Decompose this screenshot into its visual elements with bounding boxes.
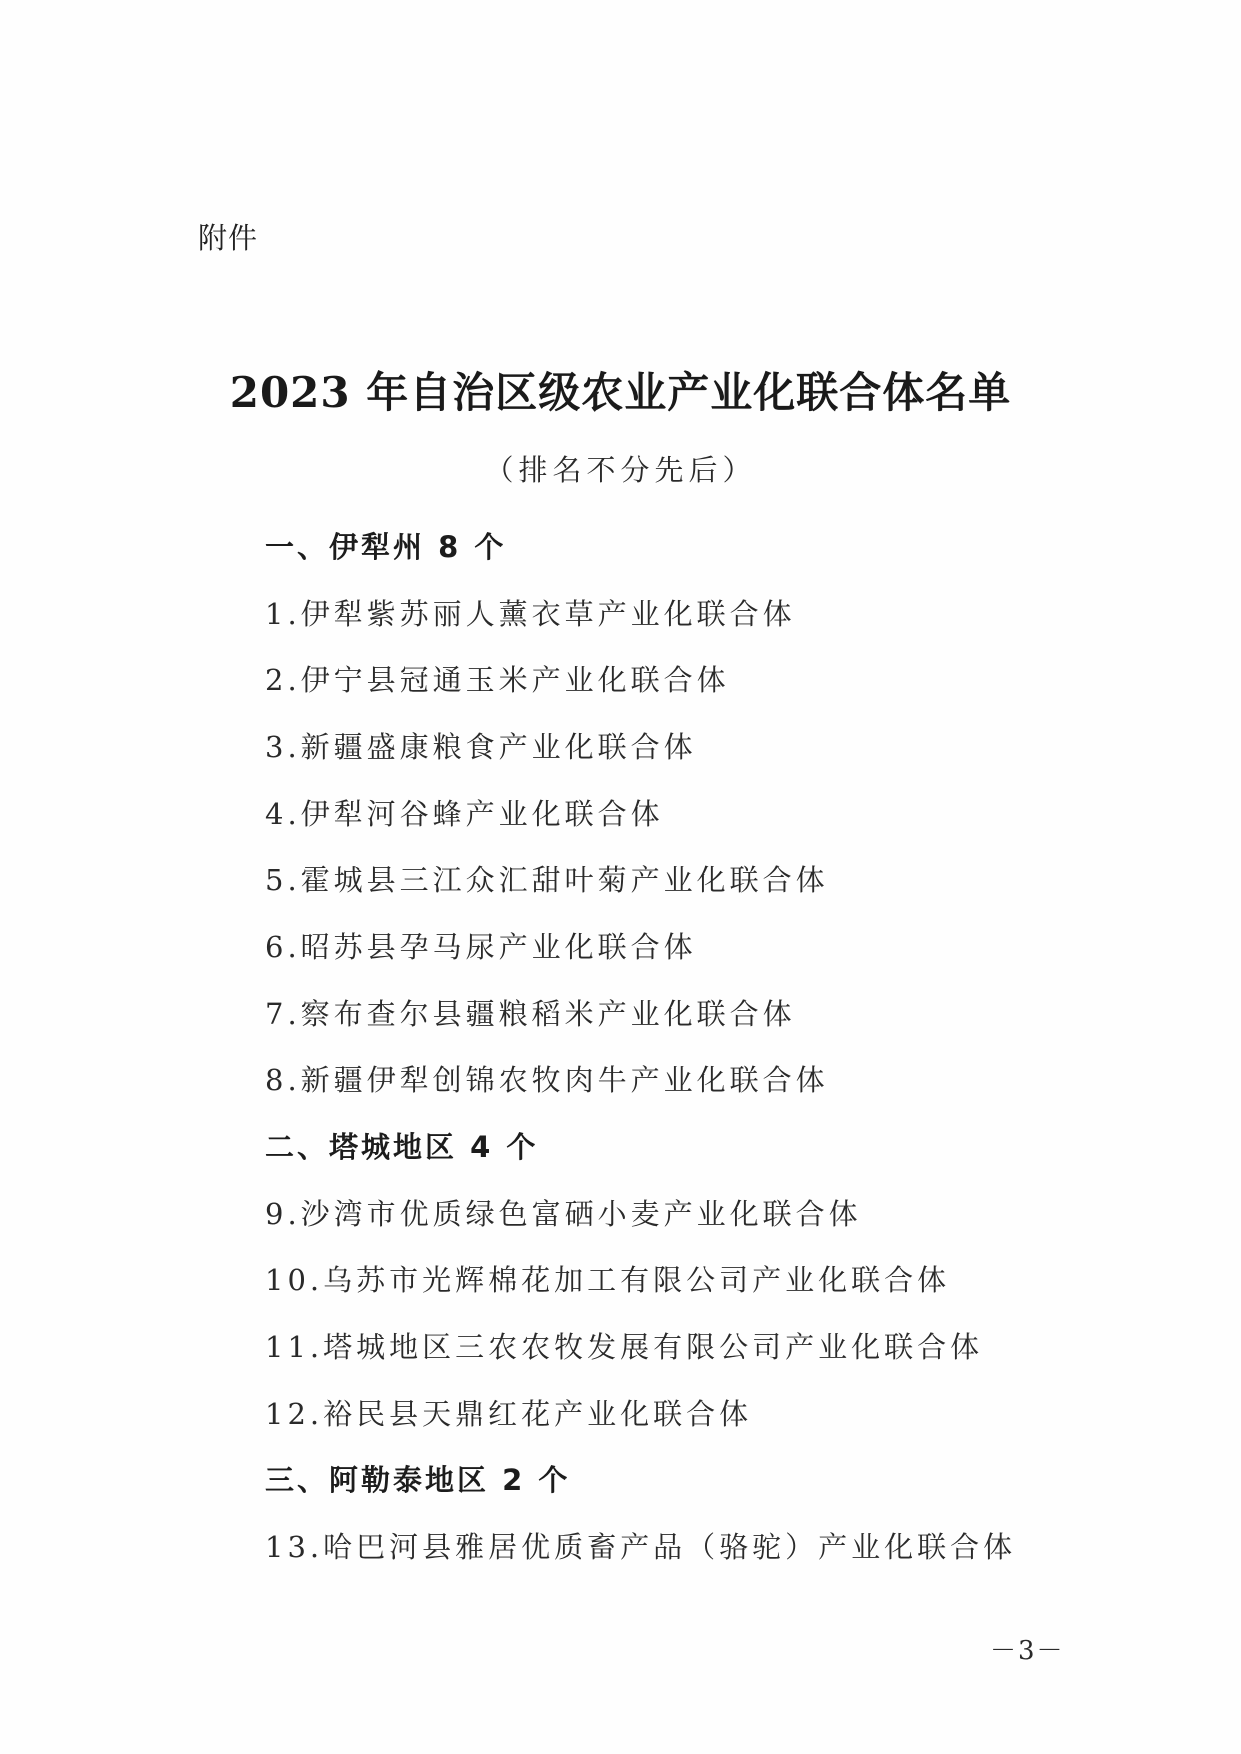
list-item: 2.伊宁县冠通玉米产业化联合体 [265, 663, 730, 698]
document-subtitle: （排名不分先后） [484, 453, 757, 487]
section-heading: 一、伊犁州 8 个 [265, 529, 507, 564]
list-item: 8.新疆伊犁创锦农牧肉牛产业化联合体 [265, 1063, 829, 1098]
list-item: 6.昭苏县孕马尿产业化联合体 [265, 929, 697, 964]
list-item: 4.伊犁河谷蜂产业化联合体 [265, 796, 664, 831]
section-heading: 二、塔城地区 4 个 [265, 1130, 539, 1165]
list-item: 5.霍城县三江众汇甜叶菊产业化联合体 [265, 863, 829, 898]
entry-list [265, 512, 1165, 1579]
list-item: 13.哈巴河县雅居优质畜产品（骆驼）产业化联合体 [265, 1530, 1017, 1565]
document-title: 2023 年自治区级农业产业化联合体名单 [229, 368, 1012, 417]
list-item: 3.新疆盛康粮食产业化联合体 [265, 729, 697, 764]
attachment-label: 附件 [198, 221, 259, 255]
list-item: 1.伊犁紫苏丽人薰衣草产业化联合体 [265, 596, 796, 631]
page-number: －3－ [990, 1636, 1065, 1666]
list-item: 7.察布查尔县疆粮稻米产业化联合体 [265, 996, 796, 1031]
list-item: 10.乌苏市光辉棉花加工有限公司产业化联合体 [265, 1263, 951, 1298]
list-item: 9.沙湾市优质绿色富硒小麦产业化联合体 [265, 1196, 862, 1231]
list-item: 11.塔城地区三农农牧发展有限公司产业化联合体 [265, 1330, 984, 1365]
list-item: 12.裕民县天鼎红花产业化联合体 [265, 1396, 753, 1431]
section-heading: 三、阿勒泰地区 2 个 [265, 1463, 571, 1498]
